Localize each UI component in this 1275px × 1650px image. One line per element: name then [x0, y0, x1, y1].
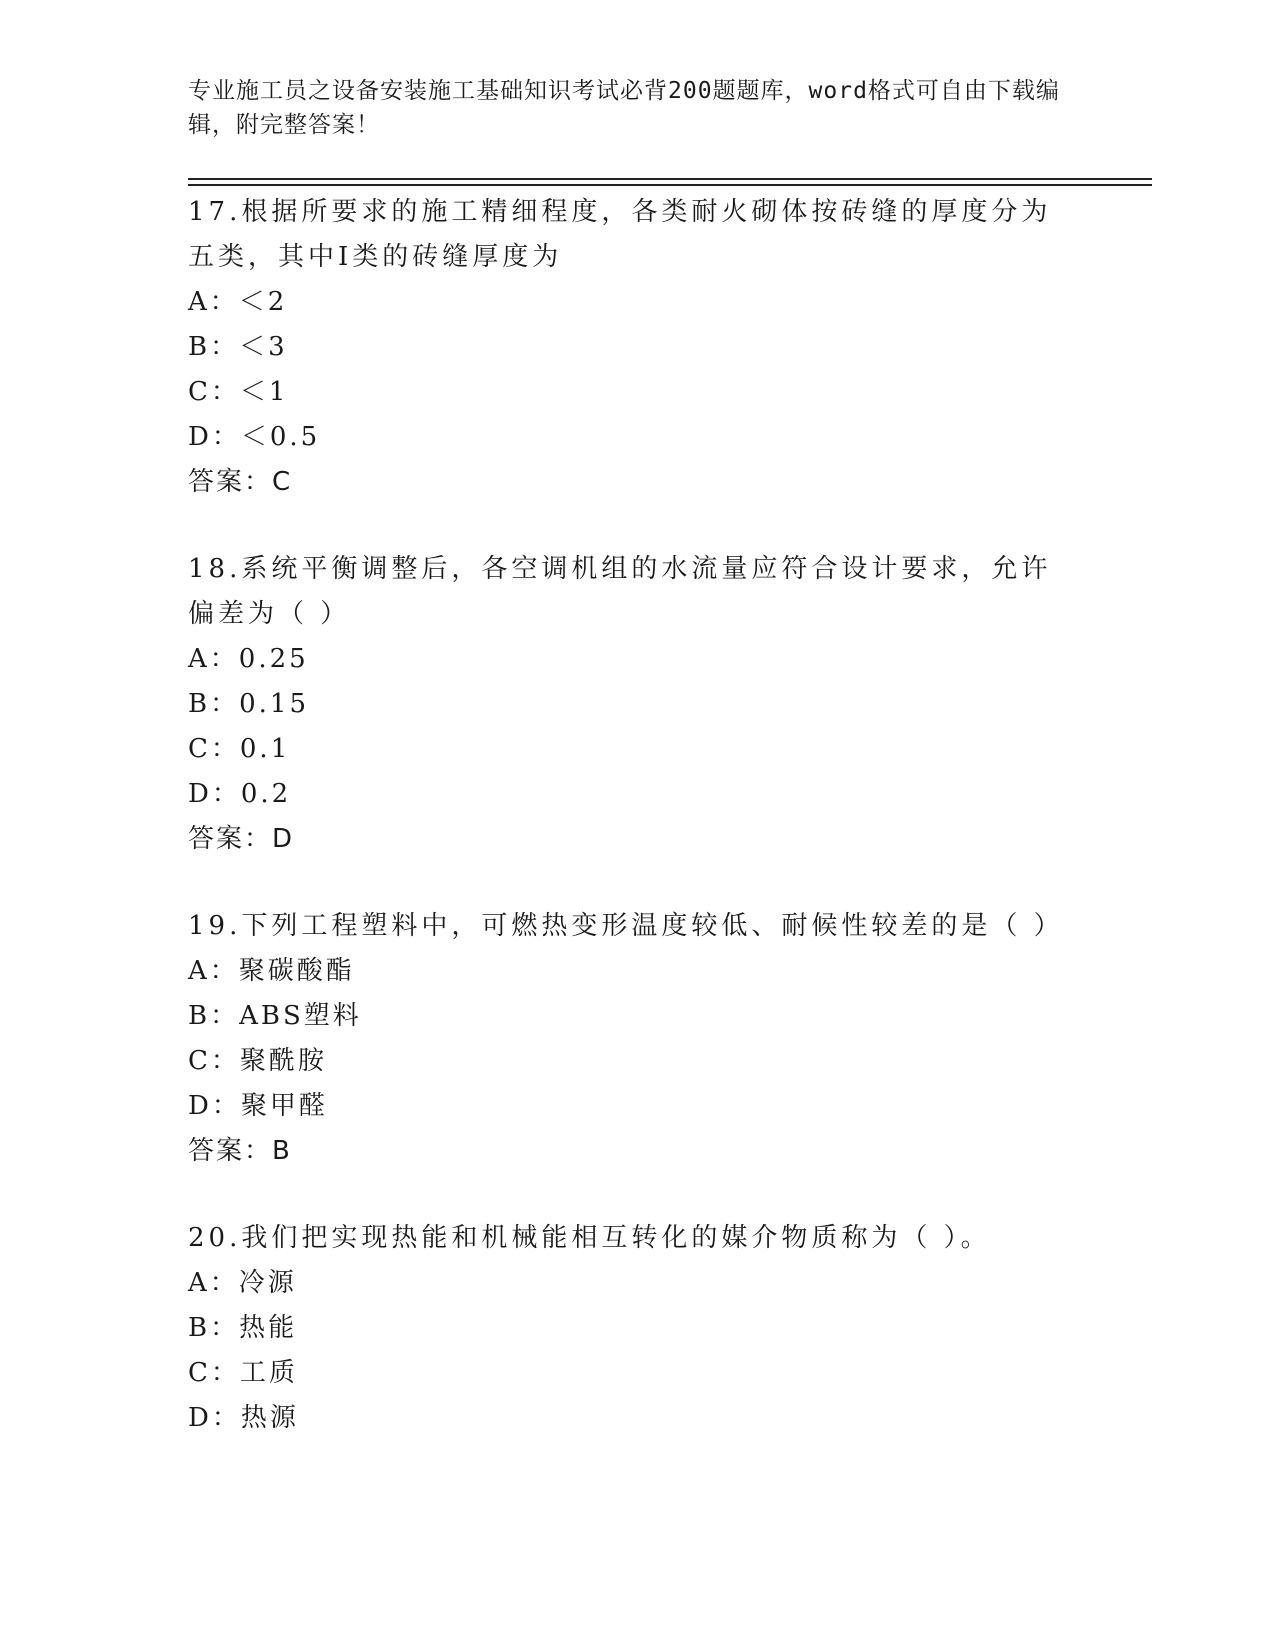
option-b: B：0.15: [188, 689, 309, 719]
answer-line: 答案：D: [188, 824, 295, 854]
option-d: D：＜0.5: [188, 422, 321, 452]
option-c: C：聚酰胺: [188, 1046, 327, 1076]
question-stem: 20.我们把实现热能和机械能相互转化的媒介物质称为（ ）。: [188, 1223, 991, 1253]
answer-line: 答案：B: [188, 1136, 292, 1166]
question-17: [188, 190, 1088, 505]
question-list: [188, 190, 1088, 1483]
option-a: A：冷源: [188, 1268, 297, 1298]
answer-line: 答案：C: [188, 467, 293, 497]
option-a: A：＜2: [188, 287, 288, 317]
option-b: B：热能: [188, 1313, 298, 1343]
option-c: C：工质: [188, 1358, 298, 1388]
question-20: [188, 1216, 1088, 1441]
option-d: D：热源: [188, 1403, 299, 1433]
option-b: B：ABS塑料: [188, 1001, 362, 1031]
option-c: C：0.1: [188, 734, 291, 764]
header-divider-bottom: [188, 184, 1152, 186]
document-header: [188, 74, 1088, 142]
option-b: B：＜3: [188, 332, 288, 362]
question-stem: 17.根据所要求的施工精细程度，各类耐火砌体按砖缝的厚度分为五类，其中Ⅰ类的砖缝厚度为: [188, 197, 1052, 272]
header-text: 专业施工员之设备安装施工基础知识考试必背200题题库，word格式可自由下载编辑，附完整答案！: [188, 78, 1060, 138]
option-a: A：0.25: [188, 644, 309, 674]
option-a: A：聚碳酸酯: [188, 956, 355, 986]
question-stem: 19.下列工程塑料中，可燃热变形温度较低、耐候性较差的是（ ）: [188, 911, 1064, 941]
header-divider-top: [188, 178, 1152, 180]
option-d: D：0.2: [188, 779, 292, 809]
question-stem: 18.系统平衡调整后，各空调机组的水流量应符合设计要求，允许偏差为（ ）: [188, 554, 1052, 629]
option-d: D：聚甲醛: [188, 1091, 328, 1121]
question-18: [188, 547, 1088, 862]
question-19: [188, 904, 1088, 1174]
option-c: C：＜1: [188, 377, 289, 407]
